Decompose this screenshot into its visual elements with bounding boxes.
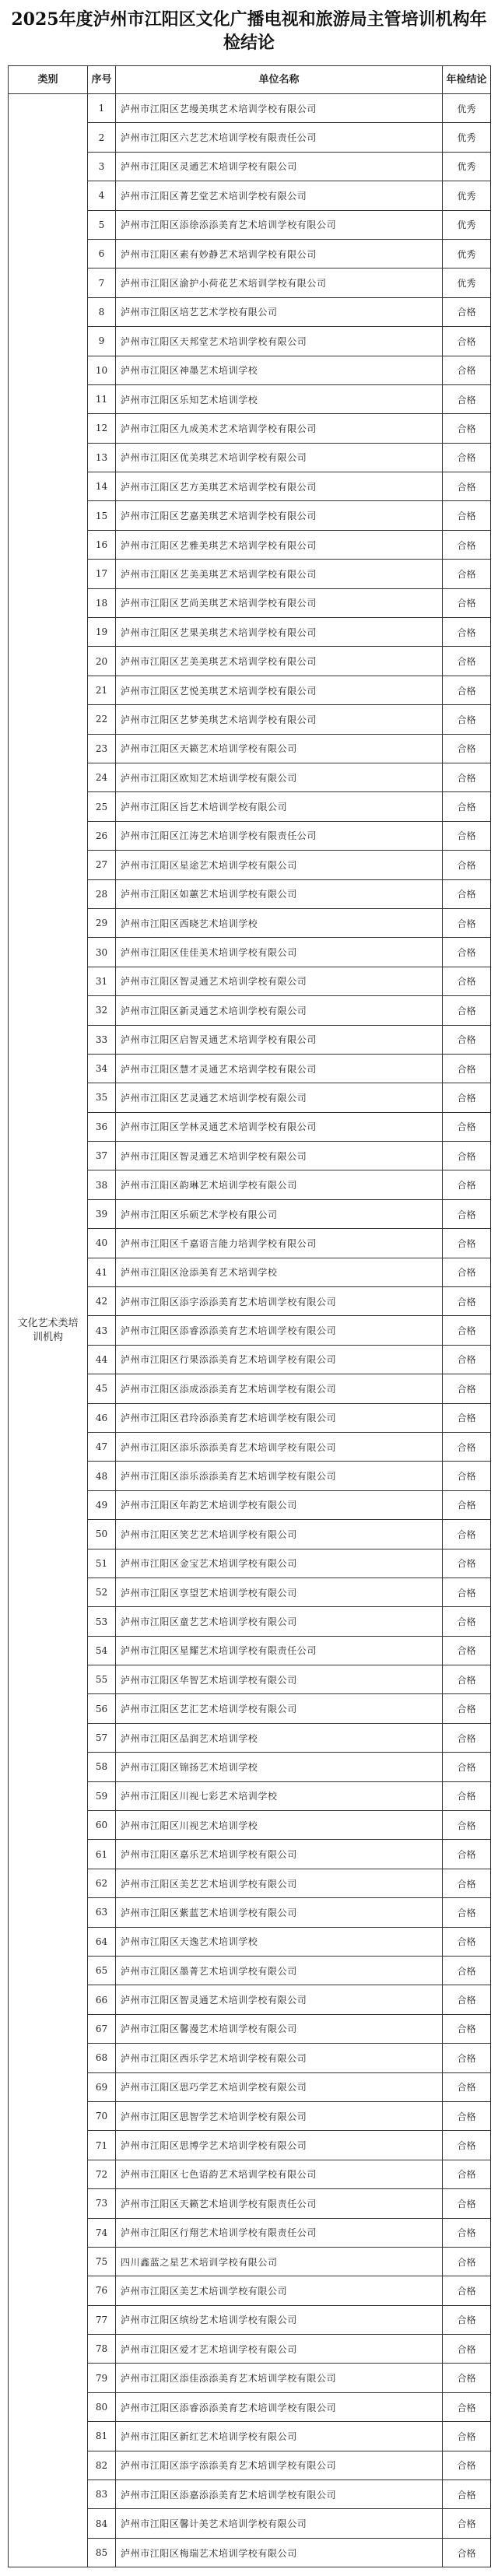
row-result: 合格: [443, 327, 491, 356]
row-index: 25: [88, 792, 116, 821]
row-index: 85: [88, 2538, 116, 2567]
row-unit-name: 泸州市江阳区梅瑞艺术培训学校有限公司: [116, 2538, 443, 2567]
row-result: 合格: [443, 1957, 491, 1985]
row-index: 32: [88, 996, 116, 1025]
row-unit-name: 泸州市江阳区艺嘉美琪艺术培训学校有限公司: [116, 501, 443, 530]
row-index: 29: [88, 908, 116, 937]
header-result: 年检结论: [443, 66, 491, 94]
row-index: 10: [88, 356, 116, 384]
row-result: 优秀: [443, 181, 491, 210]
row-result: 合格: [443, 1374, 491, 1403]
row-index: 5: [88, 210, 116, 239]
row-unit-name: 泸州市江阳区江涛艺术培训学校有限责任公司: [116, 821, 443, 850]
row-result: 合格: [443, 967, 491, 995]
row-unit-name: 泸州市江阳区添成添添美育艺术培训学校有限公司: [116, 1374, 443, 1403]
row-index: 69: [88, 2072, 116, 2101]
row-index: 60: [88, 1811, 116, 1840]
row-unit-name: 泸州市江阳区添嘉添添美育艺术培训学校有限公司: [116, 2480, 443, 2509]
row-index: 34: [88, 1054, 116, 1083]
row-index: 24: [88, 763, 116, 791]
row-index: 77: [88, 2305, 116, 2334]
row-result: 合格: [443, 705, 491, 734]
row-unit-name: 泸州市江阳区艺悦美琪艺术培训学校有限公司: [116, 676, 443, 704]
row-unit-name: 泸州市江阳区艺美美琪艺术培训学校有限公司: [116, 647, 443, 676]
table-body: [9, 94, 491, 2567]
row-result: 合格: [443, 1403, 491, 1432]
row-unit-name: 泸州市江阳区缤纷艺术培训学校有限公司: [116, 2305, 443, 2334]
row-unit-name: 泸州市江阳区乐硕艺术学校有限公司: [116, 1199, 443, 1228]
row-unit-name: 四川鑫蓝之星艺术培训学校有限公司: [116, 2247, 443, 2276]
row-index: 8: [88, 297, 116, 326]
row-index: 80: [88, 2392, 116, 2421]
row-result: 合格: [443, 501, 491, 530]
row-result: 合格: [443, 1607, 491, 1636]
row-result: 合格: [443, 1229, 491, 1258]
row-result: 优秀: [443, 94, 491, 123]
row-unit-name: 泸州市江阳区添字添添美育艺术培训学校有限公司: [116, 1287, 443, 1316]
row-index: 73: [88, 2189, 116, 2218]
table-header-row: [9, 66, 491, 94]
row-index: 20: [88, 647, 116, 676]
row-result: 合格: [443, 1054, 491, 1083]
row-result: 合格: [443, 1753, 491, 1781]
row-index: 53: [88, 1607, 116, 1636]
row-index: 79: [88, 2364, 116, 2392]
row-index: 76: [88, 2276, 116, 2305]
row-index: 1: [88, 94, 116, 123]
header-unit-name: 单位名称: [116, 66, 443, 94]
table-row: [9, 94, 491, 123]
row-unit-name: 泸州市江阳区西乐学艺术培训学校有限公司: [116, 2044, 443, 2072]
row-result: 合格: [443, 908, 491, 937]
row-unit-name: 泸州市江阳区天邦堂艺术培训学校有限公司: [116, 327, 443, 356]
row-unit-name: 泸州市江阳区菁艺堂艺术培训学校有限公司: [116, 181, 443, 210]
header-index: 序号: [88, 66, 116, 94]
row-result: 合格: [443, 356, 491, 384]
row-result: 合格: [443, 821, 491, 850]
row-result: 合格: [443, 1170, 491, 1199]
row-index: 6: [88, 239, 116, 268]
row-unit-name: 泸州市江阳区添乐添添美育艺术培训学校有限公司: [116, 1462, 443, 1490]
row-result: 合格: [443, 996, 491, 1025]
row-result: 合格: [443, 1665, 491, 1694]
row-unit-name: 泸州市江阳区天籁艺术培训学校有限责任公司: [116, 2189, 443, 2218]
row-result: 优秀: [443, 268, 491, 297]
row-index: 51: [88, 1549, 116, 1578]
row-index: 7: [88, 268, 116, 297]
row-unit-name: 泸州市江阳区锦扬艺术培训学校: [116, 1753, 443, 1781]
row-index: 28: [88, 879, 116, 908]
row-index: 58: [88, 1753, 116, 1781]
row-unit-name: 泸州市江阳区馨计美艺术培训学校有限公司: [116, 2509, 443, 2538]
row-unit-name: 泸州市江阳区素有妙静艺术培训学校有限公司: [116, 239, 443, 268]
row-index: 30: [88, 938, 116, 967]
row-unit-name: 泸州市江阳区川视七彩艺术培训学校: [116, 1781, 443, 1810]
row-unit-name: 泸州市江阳区华智艺术培训学校有限公司: [116, 1665, 443, 1694]
row-result: 合格: [443, 2072, 491, 2101]
row-result: 合格: [443, 1490, 491, 1519]
row-result: 合格: [443, 734, 491, 763]
row-result: 合格: [443, 1345, 491, 1374]
row-result: 合格: [443, 1694, 491, 1723]
row-unit-name: 泸州市江阳区艺梦美琪艺术培训学校有限公司: [116, 705, 443, 734]
row-unit-name: 泸州市江阳区爱才艺术培训学校有限公司: [116, 2335, 443, 2364]
row-unit-name: 泸州市江阳区如蕙艺术培训学校有限公司: [116, 879, 443, 908]
row-result: 合格: [443, 1142, 491, 1170]
row-index: 70: [88, 2101, 116, 2130]
row-unit-name: 泸州市江阳区启智灵通艺术培训学校有限公司: [116, 1025, 443, 1054]
row-unit-name: 泸州市江阳区嘉乐艺术培训学校有限公司: [116, 1840, 443, 1869]
row-index: 82: [88, 2451, 116, 2479]
row-index: 37: [88, 1142, 116, 1170]
row-unit-name: 泸州市江阳区智灵通艺术培训学校有限公司: [116, 1142, 443, 1170]
row-index: 3: [88, 152, 116, 181]
row-index: 47: [88, 1432, 116, 1461]
row-unit-name: 泸州市江阳区佳佳美术培训学校有限公司: [116, 938, 443, 967]
row-index: 22: [88, 705, 116, 734]
row-result: 合格: [443, 2538, 491, 2567]
row-unit-name: 泸州市江阳区添徐添添美育艺术培训学校有限公司: [116, 210, 443, 239]
row-result: 合格: [443, 443, 491, 472]
row-result: 合格: [443, 676, 491, 704]
row-result: 合格: [443, 560, 491, 588]
header-category: 类别: [9, 66, 88, 94]
row-index: 4: [88, 181, 116, 210]
row-result: 合格: [443, 384, 491, 413]
row-result: 合格: [443, 647, 491, 676]
row-index: 14: [88, 472, 116, 501]
row-result: 合格: [443, 1199, 491, 1228]
row-unit-name: 泸州市江阳区艺果美琪艺术培训学校有限公司: [116, 618, 443, 647]
category-cell: 文化艺术类培训机构: [9, 94, 88, 2567]
row-result: 合格: [443, 2044, 491, 2072]
row-unit-name: 泸州市江阳区沧添美育艺术培训学校: [116, 1258, 443, 1286]
row-unit-name: 泸州市江阳区天籁艺术培训学校有限公司: [116, 734, 443, 763]
row-result: 合格: [443, 2335, 491, 2364]
row-unit-name: 泸州市江阳区笑艺艺术培训学校有限公司: [116, 1520, 443, 1549]
row-unit-name: 泸州市江阳区童艺艺术培训学校有限公司: [116, 1607, 443, 1636]
row-index: 12: [88, 414, 116, 443]
row-result: 合格: [443, 1025, 491, 1054]
row-result: 合格: [443, 851, 491, 879]
row-index: 40: [88, 1229, 116, 1258]
row-unit-name: 泸州市江阳区千嘉语言能力培训学校有限公司: [116, 1229, 443, 1258]
row-index: 65: [88, 1957, 116, 1985]
row-result: 合格: [443, 2218, 491, 2247]
row-index: 45: [88, 1374, 116, 1403]
row-index: 71: [88, 2131, 116, 2160]
row-unit-name: 泸州市江阳区添睿添添美育艺术培训学校有限公司: [116, 2392, 443, 2421]
row-result: 合格: [443, 2509, 491, 2538]
row-index: 55: [88, 1665, 116, 1694]
row-result: 合格: [443, 1723, 491, 1752]
row-index: 75: [88, 2247, 116, 2276]
inspection-results-table: [8, 65, 491, 2567]
row-unit-name: 泸州市江阳区智灵通艺术培训学校有限公司: [116, 967, 443, 995]
row-unit-name: 泸州市江阳区欧知艺术培训学校有限公司: [116, 763, 443, 791]
row-unit-name: 泸州市江阳区君玲添添美育艺术培训学校有限公司: [116, 1403, 443, 1432]
row-result: 优秀: [443, 152, 491, 181]
row-unit-name: 泸州市江阳区渝护小荷花艺术培训学校有限公司: [116, 268, 443, 297]
row-index: 21: [88, 676, 116, 704]
row-result: 合格: [443, 2014, 491, 2043]
row-result: 合格: [443, 2451, 491, 2479]
row-result: 合格: [443, 2364, 491, 2392]
row-index: 19: [88, 618, 116, 647]
row-result: 合格: [443, 1811, 491, 1840]
row-unit-name: 泸州市江阳区西晓艺术培训学校: [116, 908, 443, 937]
row-result: 优秀: [443, 123, 491, 152]
row-result: 合格: [443, 297, 491, 326]
row-result: 合格: [443, 1520, 491, 1549]
row-result: 合格: [443, 618, 491, 647]
row-index: 17: [88, 560, 116, 588]
row-result: 合格: [443, 472, 491, 501]
row-index: 52: [88, 1578, 116, 1606]
row-unit-name: 泸州市江阳区六艺艺术培训学校有限责任公司: [116, 123, 443, 152]
row-index: 41: [88, 1258, 116, 1286]
row-unit-name: 泸州市江阳区添睿添添美育艺术培训学校有限公司: [116, 1316, 443, 1345]
row-index: 39: [88, 1199, 116, 1228]
row-index: 42: [88, 1287, 116, 1316]
row-unit-name: 泸州市江阳区川视艺术培训学校: [116, 1811, 443, 1840]
row-index: 49: [88, 1490, 116, 1519]
row-index: 11: [88, 384, 116, 413]
row-result: 合格: [443, 2131, 491, 2160]
row-result: 合格: [443, 1287, 491, 1316]
row-unit-name: 泸州市江阳区神墨艺术培训学校: [116, 356, 443, 384]
row-unit-name: 泸州市江阳区思博学艺术培训学校有限公司: [116, 2131, 443, 2160]
row-index: 33: [88, 1025, 116, 1054]
row-index: 38: [88, 1170, 116, 1199]
row-result: 合格: [443, 1840, 491, 1869]
row-result: 合格: [443, 792, 491, 821]
row-unit-name: 泸州市江阳区学林灵通艺术培训学校有限公司: [116, 1112, 443, 1141]
row-result: 合格: [443, 414, 491, 443]
row-unit-name: 泸州市江阳区艺雅美琪艺术培训学校有限公司: [116, 530, 443, 559]
row-index: 62: [88, 1869, 116, 1897]
row-unit-name: 泸州市江阳区艺汇艺术培训学校有限公司: [116, 1694, 443, 1723]
row-result: 合格: [443, 1112, 491, 1141]
row-unit-name: 泸州市江阳区添字添添美育艺术培训学校有限公司: [116, 2451, 443, 2479]
row-unit-name: 泸州市江阳区培艺艺术学校有限公司: [116, 297, 443, 326]
row-unit-name: 泸州市江阳区乐知艺术培训学校: [116, 384, 443, 413]
row-index: 35: [88, 1083, 116, 1112]
row-index: 67: [88, 2014, 116, 2043]
row-result: 合格: [443, 2276, 491, 2305]
row-unit-name: 泸州市江阳区行翔艺术培训学校有限责任公司: [116, 2218, 443, 2247]
row-unit-name: 泸州市江阳区艺缦美琪艺术培训学校有限公司: [116, 94, 443, 123]
row-index: 78: [88, 2335, 116, 2364]
row-result: 合格: [443, 1578, 491, 1606]
row-index: 44: [88, 1345, 116, 1374]
row-result: 合格: [443, 938, 491, 967]
row-result: 合格: [443, 1258, 491, 1286]
row-index: 66: [88, 1985, 116, 2014]
row-index: 56: [88, 1694, 116, 1723]
row-unit-name: 泸州市江阳区艺尚美琪艺术培训学校有限公司: [116, 588, 443, 617]
row-index: 16: [88, 530, 116, 559]
row-index: 36: [88, 1112, 116, 1141]
row-index: 74: [88, 2218, 116, 2247]
row-index: 2: [88, 123, 116, 152]
row-result: 合格: [443, 1462, 491, 1490]
row-unit-name: 泸州市江阳区新灵通艺术培训学校有限公司: [116, 996, 443, 1025]
row-index: 72: [88, 2160, 116, 2188]
row-result: 合格: [443, 763, 491, 791]
row-result: 合格: [443, 2422, 491, 2451]
row-unit-name: 泸州市江阳区慧才灵通艺术培训学校有限公司: [116, 1054, 443, 1083]
row-unit-name: 泸州市江阳区星耀艺术培训学校有限责任公司: [116, 1636, 443, 1665]
row-unit-name: 泸州市江阳区艺方美琪艺术培训学校有限公司: [116, 472, 443, 501]
row-result: 合格: [443, 2480, 491, 2509]
row-index: 48: [88, 1462, 116, 1490]
row-unit-name: 泸州市江阳区紫蓝艺术培训学校有限公司: [116, 1898, 443, 1927]
row-unit-name: 泸州市江阳区墨菁艺术培训学校有限公司: [116, 1957, 443, 1985]
row-result: 优秀: [443, 239, 491, 268]
row-result: 合格: [443, 2247, 491, 2276]
row-index: 31: [88, 967, 116, 995]
row-unit-name: 泸州市江阳区艺灵通艺术培训学校有限公司: [116, 1083, 443, 1112]
row-unit-name: 泸州市江阳区韵琳艺术培训学校有限公司: [116, 1170, 443, 1199]
row-unit-name: 泸州市江阳区行果添添美育艺术培训学校有限公司: [116, 1345, 443, 1374]
row-index: 9: [88, 327, 116, 356]
row-index: 15: [88, 501, 116, 530]
row-index: 50: [88, 1520, 116, 1549]
row-unit-name: 泸州市江阳区品润艺术培训学校: [116, 1723, 443, 1752]
row-result: 合格: [443, 588, 491, 617]
row-index: 63: [88, 1898, 116, 1927]
row-result: 合格: [443, 1985, 491, 2014]
row-unit-name: 泸州市江阳区添佳添添美育艺术培训学校有限公司: [116, 2364, 443, 2392]
row-result: 合格: [443, 1869, 491, 1897]
row-result: 合格: [443, 1927, 491, 1956]
row-result: 合格: [443, 2101, 491, 2130]
row-result: 合格: [443, 2305, 491, 2334]
row-unit-name: 泸州市江阳区艺美美琪艺术培训学校有限公司: [116, 560, 443, 588]
row-index: 64: [88, 1927, 116, 1956]
row-result: 合格: [443, 1316, 491, 1345]
row-index: 23: [88, 734, 116, 763]
row-unit-name: 泸州市江阳区星途艺术培训学校有限公司: [116, 851, 443, 879]
row-unit-name: 泸州市江阳区智灵通艺术培训学校有限公司: [116, 1985, 443, 2014]
row-unit-name: 泸州市江阳区天逸艺术培训学校: [116, 1927, 443, 1956]
row-unit-name: 泸州市江阳区享望艺术培训学校有限公司: [116, 1578, 443, 1606]
row-result: 合格: [443, 879, 491, 908]
row-unit-name: 泸州市江阳区金宝艺术培训学校有限公司: [116, 1549, 443, 1578]
row-index: 83: [88, 2480, 116, 2509]
row-unit-name: 泸州市江阳区旨艺术培训学校有限公司: [116, 792, 443, 821]
row-result: 合格: [443, 2189, 491, 2218]
row-result: 优秀: [443, 210, 491, 239]
row-unit-name: 泸州市江阳区年韵艺术培训学校有限公司: [116, 1490, 443, 1519]
row-index: 57: [88, 1723, 116, 1752]
row-unit-name: 泸州市江阳区馨漫艺术培训学校有限公司: [116, 2014, 443, 2043]
row-result: 合格: [443, 1781, 491, 1810]
row-unit-name: 泸州市江阳区新红艺术培训学校有限公司: [116, 2422, 443, 2451]
row-index: 26: [88, 821, 116, 850]
row-unit-name: 泸州市江阳区灵通艺术培训学校有限公司: [116, 152, 443, 181]
row-result: 合格: [443, 530, 491, 559]
row-result: 合格: [443, 1432, 491, 1461]
row-index: 18: [88, 588, 116, 617]
row-index: 68: [88, 2044, 116, 2072]
row-result: 合格: [443, 1898, 491, 1927]
row-index: 81: [88, 2422, 116, 2451]
row-unit-name: 泸州市江阳区美艺艺术培训学校有限公司: [116, 1869, 443, 1897]
row-unit-name: 泸州市江阳区添乐添添美育艺术培训学校有限公司: [116, 1432, 443, 1461]
document-title: 2025年度泸州市江阳区文化广播电视和旅游局主管培训机构年检结论: [11, 9, 487, 53]
row-unit-name: 泸州市江阳区思智学艺术培训学校有限公司: [116, 2101, 443, 2130]
row-unit-name: 泸州市江阳区思巧学艺术培训学校有限公司: [116, 2072, 443, 2101]
row-index: 43: [88, 1316, 116, 1345]
row-unit-name: 泸州市江阳区美艺术培训学校有限公司: [116, 2276, 443, 2305]
row-result: 合格: [443, 1549, 491, 1578]
row-index: 46: [88, 1403, 116, 1432]
row-result: 合格: [443, 1083, 491, 1112]
row-result: 合格: [443, 1636, 491, 1665]
row-index: 59: [88, 1781, 116, 1810]
row-result: 合格: [443, 2392, 491, 2421]
row-result: 合格: [443, 2160, 491, 2188]
row-index: 84: [88, 2509, 116, 2538]
row-index: 61: [88, 1840, 116, 1869]
row-unit-name: 泸州市江阳区优美琪艺术培训学校有限公司: [116, 443, 443, 472]
row-unit-name: 泸州市江阳区七色语韵艺术培训学校有限公司: [116, 2160, 443, 2188]
row-unit-name: 泸州市江阳区九成美术艺术培训学校有限公司: [116, 414, 443, 443]
row-index: 27: [88, 851, 116, 879]
row-index: 54: [88, 1636, 116, 1665]
row-index: 13: [88, 443, 116, 472]
